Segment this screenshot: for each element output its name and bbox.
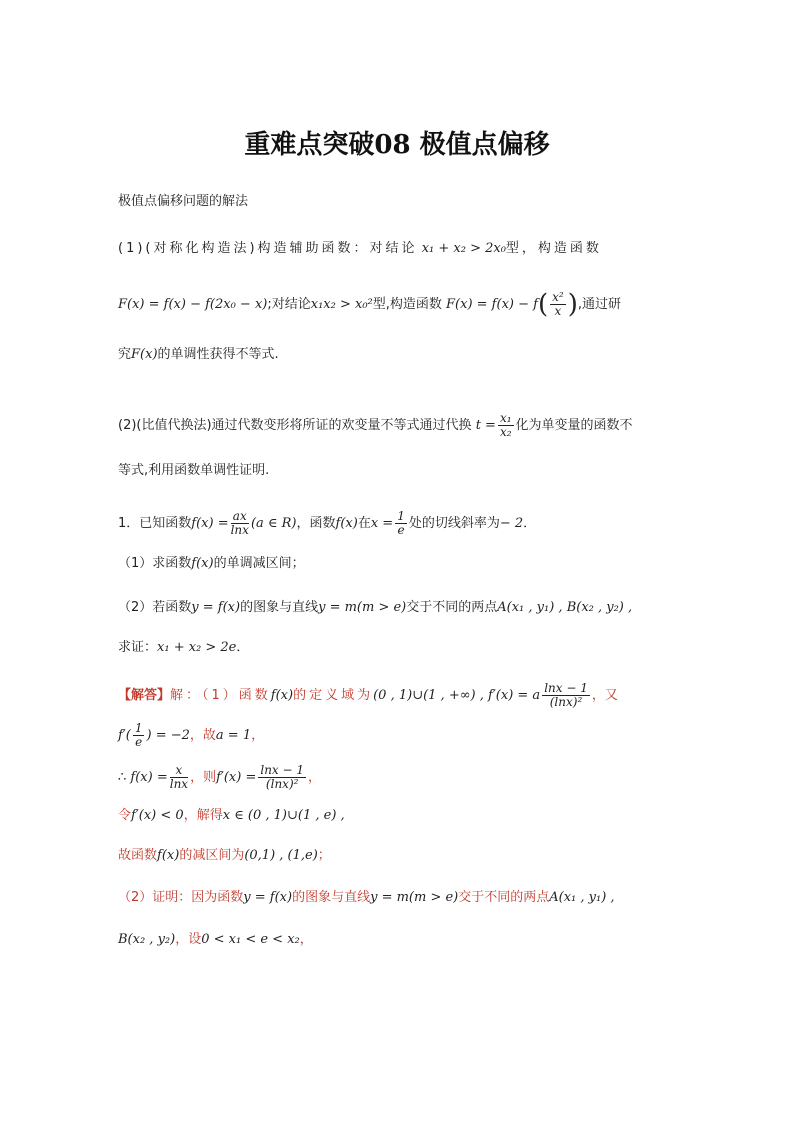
solution-line7: B(x₂ , y₂)，设0 < x₁ < e < x₂， [118,932,313,947]
page-title: 重难点突破08 极值点偏移 [244,130,550,160]
question-2-prove: 求证：x₁ + x₂ > 2e． [118,640,250,655]
solution-line5: 故函数f(x)的减区间为(0,1) , (1,e)； [118,848,331,863]
method2-line1: (2)(比值代换法)通过代数变形将所证的欢变量不等式通过代换 t = $\frac{\text{x₁}}{\text{x₂}}$ 化为单变量的函数不 [118,411,633,439]
solution-line4: 令f′(x) < 0，解得x ∈ (0 , 1)∪(1 , e) , [118,808,345,823]
method1-type-word: 型，构造函数 [505,241,602,256]
problem-statement: 1．已知函数f(x) = $\frac{ax}{\ln x}$ (a ∈ R)，函数f(x)在x = $\frac{1}{e}$ 处的切线斜率为− 2． [118,509,537,537]
method1-cond1: x₁ + x₂ > 2x₀ [421,241,506,256]
solution-line1: 【解答】解：（1）函数f(x)的定义域为(0 , 1)∪(1 , +∞) , f′(x) = a $\frac{\ln x - 1}{\text{(lnx)²}}$ ，又 [118,681,618,709]
method1-tail: ,通过研 [577,297,621,312]
solution-line2: f′( $\frac{1}{e}$ ) = −2，故a = 1， [118,721,265,749]
question-1: （1）求函数f(x)的单调减区间； [118,556,305,571]
method1-F2-frac: $\frac{\text{x²}}{x}$ [552,290,564,318]
intro-text: 极值点偏移问题的解法 [118,194,249,209]
method1-F1: F(x) = f(x) − f(2x₀ − x) [118,297,268,312]
method2-line2: 等式,利用函数单调性证明. [118,463,270,478]
method2-t-frac: $\frac{\text{x₁}}{\text{x₂}}$ [499,411,512,439]
method1-line1 [118,239,602,259]
answer-tag: 【解答】 [118,688,171,703]
method1-line3: 究F(x)的单调性获得不等式. [118,347,279,362]
method1-F2-left: F(x) = f(x) − f [446,297,538,312]
method1-mid2: 型,构造函数 [372,297,442,312]
solution-line3: ∴ f(x) = $\frac{x}{\ln x}$ ，则f′(x) = $\frac{\ln x - 1}{\text{(lnx)²}}$ ， [118,763,322,791]
solution-line6: （2）证明：因为函数y = f(x)的图象与直线y = m(m > e)交于不同的两点A(x₁ , y₁) , [118,890,615,905]
method1-line2: F(x) = f(x) − f(2x₀ − x);对结论x₁x₂ > x₀²型,构造函数 F(x) = f(x) − f( $\frac{\text{x²}}{x}$ ),通过研 [118,289,621,320]
method1-cond2: x₁x₂ > x₀² [310,297,373,312]
problem-fx-frac: $\frac{ax}{\ln x}$ [230,509,249,537]
method1-mid: ;对结论 [267,297,311,312]
method1-label: (1)(对称化构造法)构造辅助函数：对结论 [118,241,418,256]
solution-deriv-frac: $\frac{\ln x - 1}{\text{(lnx)²}}$ [544,681,588,709]
problem-x-frac: $\frac{1}{e}$ [397,509,405,537]
question-2: （2）若函数y = f(x)的图象与直线y = m(m > e)交于不同的两点A(x₁ , y₁) , B(x₂ , y₂) , [118,600,633,615]
method1-Fx: F(x) [131,347,158,362]
